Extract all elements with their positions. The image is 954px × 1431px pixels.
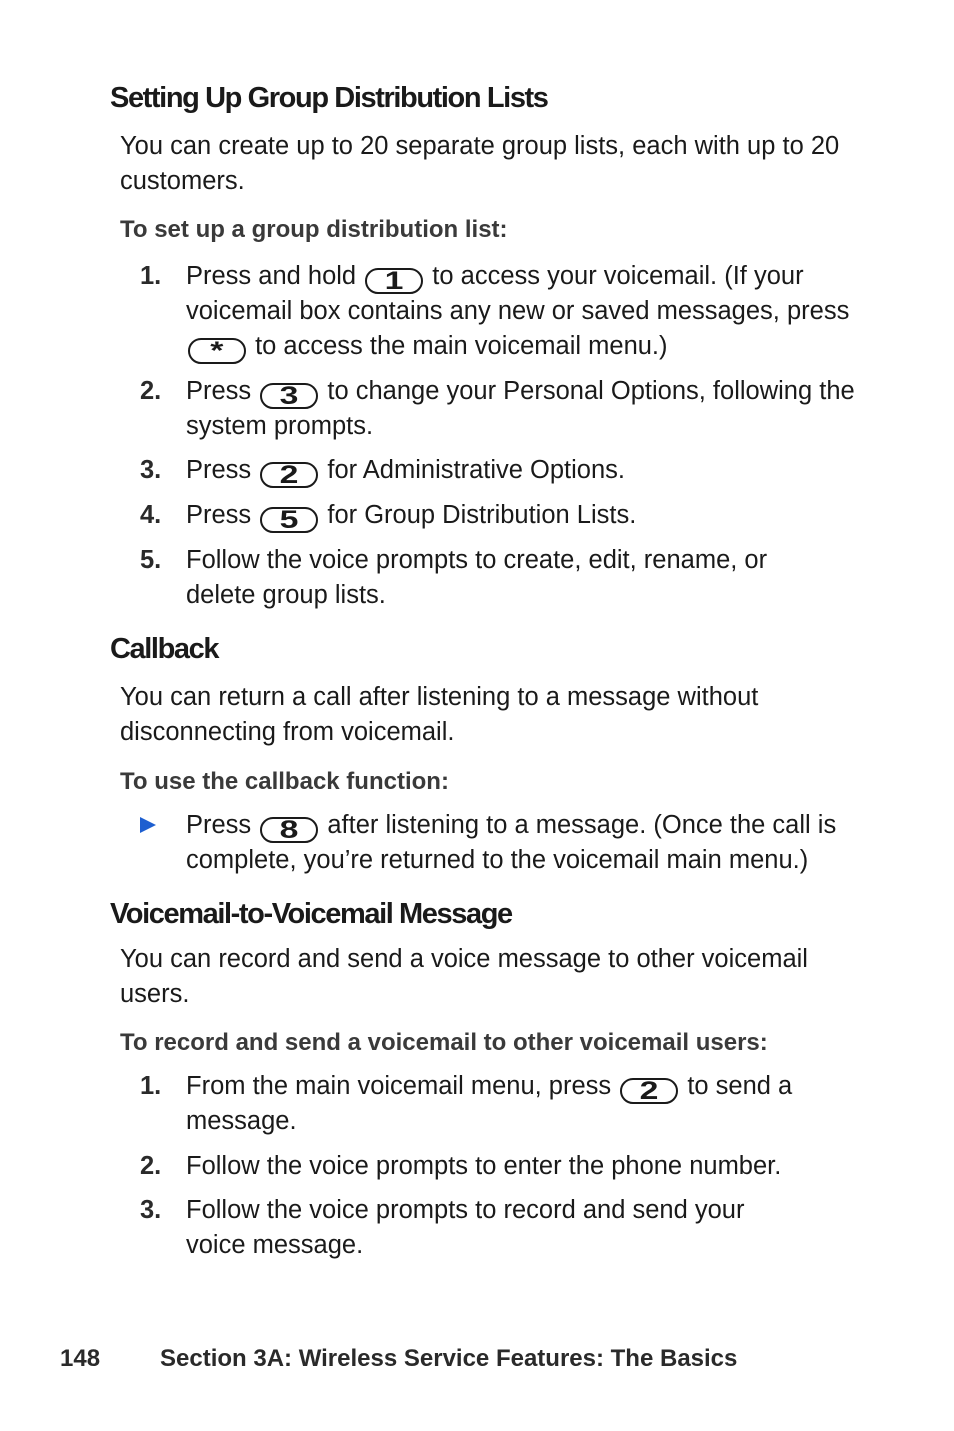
group-lists-steps <box>0 259 954 613</box>
heading-callback: Callback <box>110 633 219 665</box>
step-number: 4. <box>140 501 162 529</box>
step-number: 2. <box>140 1152 162 1180</box>
step-number: 2. <box>140 377 162 405</box>
callback-lead: To use the callback function: <box>120 768 449 795</box>
key-1-icon: 1 <box>365 268 423 294</box>
list-item: 2. Follow the voice prompts to enter the phone number. <box>0 1149 954 1193</box>
key-star-icon: * <box>188 338 246 364</box>
heading-voicemail-to-voicemail: Voicemail-to-Voicemail Message <box>110 898 512 930</box>
list-item: 3. Follow the voice prompts to record and send your voice message. <box>0 1193 954 1263</box>
list-item: 1. From the main voicemail menu, press 2 to send a message. <box>0 1069 954 1149</box>
step-number: 3. <box>140 456 162 484</box>
footer-section-title: Section 3A: Wireless Service Features: The Basics <box>160 1345 738 1372</box>
page-number: 148 <box>60 1345 101 1372</box>
list-item: 2. Press 3 to change your Personal Options, following the system prompts. <box>0 374 954 453</box>
group-lists-lead: To set up a group distribution list: <box>120 216 508 243</box>
voicemail-lead: To record and send a voicemail to other voicemail users: <box>120 1029 768 1056</box>
list-item: 1. Press and hold 1 to access your voicemail. (If your voicemail box contains any new or saved messages, press * to access the main voicemail menu.) <box>0 259 954 374</box>
triangle-bullet-icon <box>140 817 156 833</box>
voicemail-intro: You can record and send a voice message to other voicemail users. <box>120 945 808 1008</box>
callback-intro: You can return a call after listening to a message without disconnecting from voicemail. <box>120 683 759 746</box>
step-number: 5. <box>140 546 162 574</box>
callback-bullet-item: Press 8 after listening to a message. (Once the call is complete, you’re returned to the voicemail main menu.) <box>0 808 954 878</box>
list-item: 4. Press 5 for Group Distribution Lists. <box>0 498 954 543</box>
voicemail-steps <box>0 1069 954 1263</box>
list-item: 5. Follow the voice prompts to create, edit, rename, or delete group lists. <box>0 543 954 613</box>
group-lists-intro: You can create up to 20 separate group lists, each with up to 20 customers. <box>120 132 840 195</box>
step-number: 3. <box>140 1196 162 1224</box>
key-8-icon: 8 <box>260 817 318 843</box>
heading-group-distribution-lists: Setting Up Group Distribution Lists <box>110 82 548 114</box>
step-number: 1. <box>140 262 162 290</box>
key-2-icon: 2 <box>260 462 318 488</box>
list-item: 3. Press 2 for Administrative Options. <box>0 453 954 498</box>
key-5-icon: 5 <box>260 507 318 533</box>
key-2-icon: 2 <box>620 1078 678 1104</box>
page-footer <box>60 1345 738 1373</box>
key-3-icon: 3 <box>260 383 318 409</box>
step-number: 1. <box>140 1072 162 1100</box>
